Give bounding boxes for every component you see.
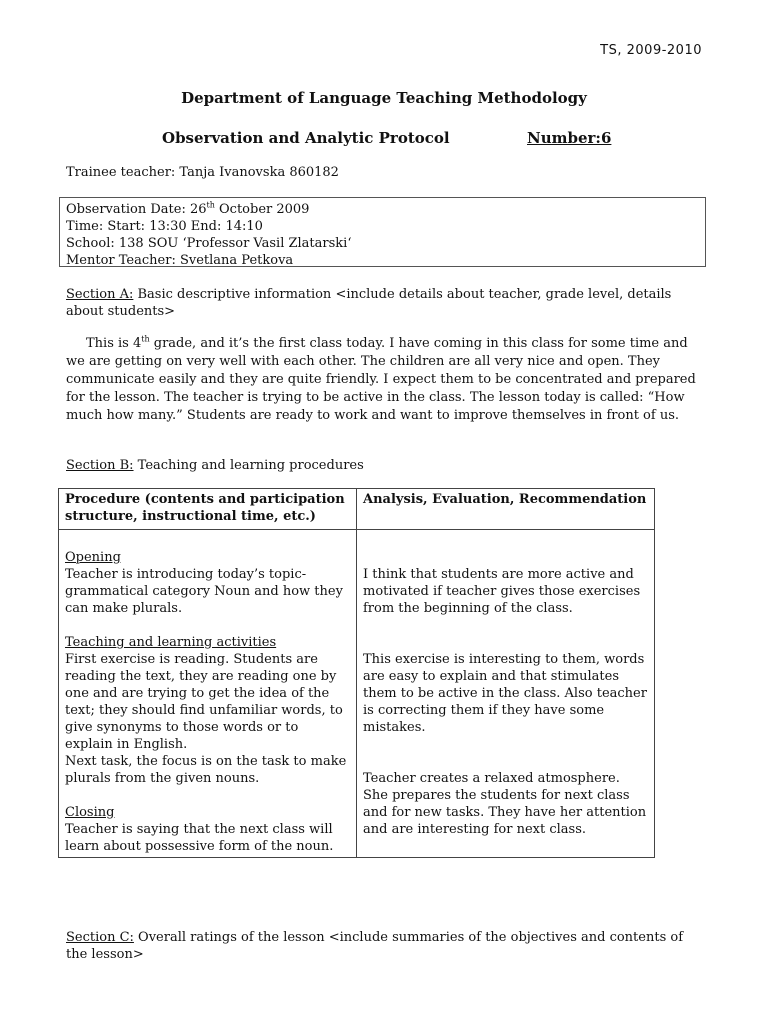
department-title: Department of Language Teaching Methodology [181,89,587,107]
trainee-teacher: Trainee teacher: Tanja Ivanovska 860182 [66,165,339,180]
analysis-column-header: Analysis, Evaluation, Recommendation [357,489,655,530]
document-code: TS, 2009-2010 [600,43,702,58]
closing-label: Closing [65,805,115,820]
closing-text: Teacher is saying that the next class will learn about possessive form of the noun. [65,822,334,854]
protocol-number: Number:6 [527,129,612,147]
section-b-heading: Section B: Teaching and learning procedures [66,458,364,473]
mentor-teacher: Mentor Teacher: Svetlana Petkova [66,253,294,268]
activities-label: Teaching and learning activities [65,635,277,650]
procedure-cell [59,530,357,858]
observation-time: Time: Start: 13:30 End: 14:10 [66,219,263,234]
observation-date: Observation Date: 26th October 2009 [66,200,310,217]
procedures-table [58,488,655,858]
observation-box [59,197,706,267]
analysis-cell [357,530,655,858]
section-a-paragraph: This is 4th grade, and it’s the first class today. I have coming in this class for some time and we are getting on very well with each other. The children are all very nice and open. They communicate easily and they are quite friendly. I expect them to be concentrated and prepared for the lesson. The teacher is trying to be active in the class. The lesson today is called: “How much how many.” Students are ready to work and want to improve themselves in front of us. [66,334,696,423]
activities-text: First exercise is reading. Students are reading the text, they are reading one by one and are trying to get the idea of the text; they should find unfamiliar words, to give synonyms to those words or to explain in English. [65,652,343,752]
analysis-closing: Teacher creates a relaxed atmosphere. She prepares the students for next class and for new tasks. They have her attention and are interesting for next class. [363,771,647,837]
section-a-heading: Section A: Basic descriptive information <include details about teacher, grade level, details about students> [66,287,672,319]
analysis-activities: This exercise is interesting to them, words are easy to explain and that stimulates them to be active in the class. Also teacher is correcting them if they have some mistakes. [363,652,647,735]
analysis-opening: I think that students are more active and motivated if teacher gives those exercises from the beginning of the class. [363,567,641,616]
opening-text: Teacher is introducing today’s topic- grammatical category Noun and how they can make plurals. [65,567,343,616]
activities-next-task: Next task, the focus is on the task to make plurals from the given nouns. [65,754,347,786]
opening-label: Opening [65,550,121,565]
procedure-column-header: Procedure (contents and participation structure, instructional time, etc.) [59,489,357,530]
observation-school: School: 138 SOU ‘Professor Vasil Zlatarski‘ [66,236,352,251]
protocol-title: Observation and Analytic Protocol [162,129,450,147]
section-c-heading: Section C: Overall ratings of the lesson <include summaries of the objectives and contents of the lesson> [66,930,684,962]
